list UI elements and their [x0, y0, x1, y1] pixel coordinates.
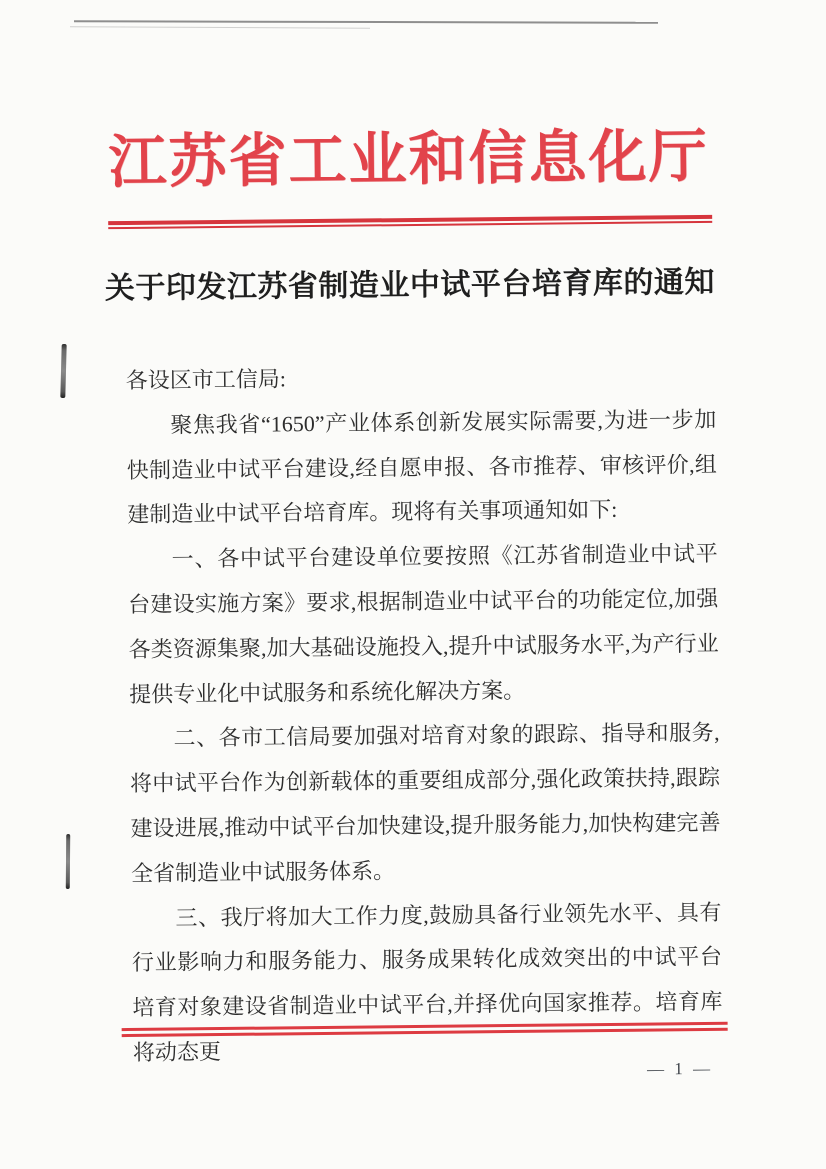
paragraph-item-3: 三、我厅将加大工作力度,鼓励具备行业领先水平、具有行业影响力和服务能力、服务成果转化成效突出的中试平台培育对象建设省制造业中试平台,并择优向国家推荐。培育库将动态更: [131, 899, 723, 1065]
paragraph-intro: 聚焦我省“1650”产业体系创新发展实际需要,为进一步加快制造业中试平台建设,经自愿申报、各市推荐、审核评价,组建制造业中试平台培育库。现将有关事项通知如下:: [126, 406, 717, 528]
document-title: 关于印发江苏省制造业中试平台培育库的通知: [104, 265, 716, 306]
paragraph-item-1: 一、各中试平台建设单位要按照《江苏省制造业中试平台建设实施方案》要求,根据制造业中试平台的功能定位,加强各类资源集聚,加大基础设施投入,提升中试服务水平,为产行业提供专业化中试服务和系统化解决方案。: [128, 540, 719, 707]
paragraph-item-2: 二、各市工信局要加强对培育对象的跟踪、指导和服务,将中试平台作为创新载体的重要组成部分,强化政策扶持,跟踪建设进展,推动中试平台加快建设,提升服务能力,加快构建完善全省制造业中试服务体系。: [129, 720, 721, 886]
page-number: — 1 —: [646, 1058, 714, 1079]
salutation: 各设区市工信局:: [125, 366, 287, 393]
document-body: [126, 353, 723, 1076]
agency-letterhead: 江苏省工业和信息化厅: [108, 123, 709, 196]
letterhead-red-rule: [108, 215, 712, 229]
